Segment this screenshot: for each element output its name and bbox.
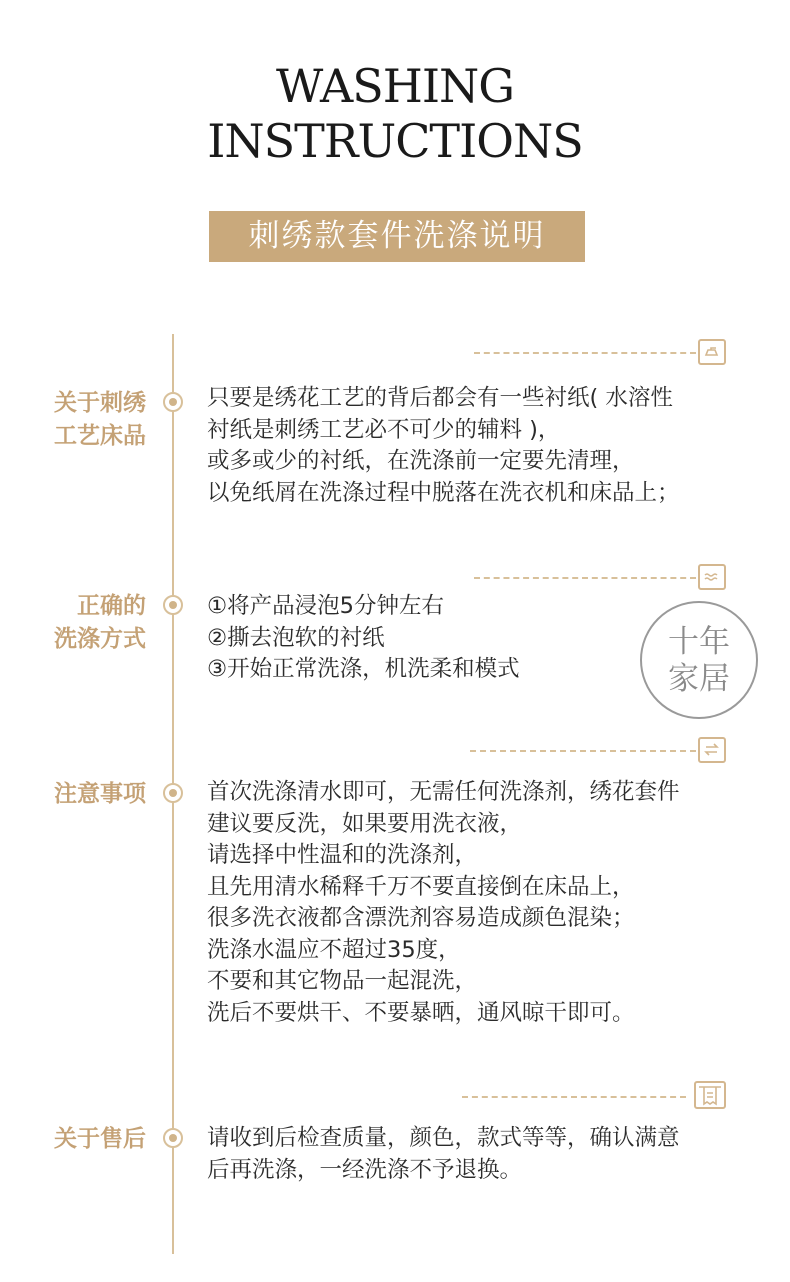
section-2-label-line-1: 正确的 bbox=[77, 593, 146, 619]
text-line: 且先用清水稀释千万不要直接倒在床品上， bbox=[207, 873, 635, 900]
text-line: 或多或少的衬纸，在洗涤前一定要先清理， bbox=[207, 448, 635, 474]
text-line: 只要是绣花工艺的背后都会有一些衬纸( 水溶性 bbox=[207, 385, 673, 411]
section-1-label-line-2: 工艺床品 bbox=[54, 423, 146, 449]
subtitle-banner: 刺绣款套件洗涤说明 bbox=[209, 211, 585, 262]
text-line: ③开始正常洗涤，机洗柔和模式 bbox=[207, 656, 520, 682]
section-2-divider bbox=[474, 577, 696, 579]
text-line: 请选择中性温和的洗涤剂， bbox=[207, 842, 478, 868]
section-4-divider bbox=[462, 1096, 686, 1098]
section-4-label-line-1: 关于售后 bbox=[54, 1126, 146, 1152]
section-1-label bbox=[54, 387, 146, 453]
section-1-divider bbox=[474, 352, 696, 354]
stamp-line-1: 十年 bbox=[668, 624, 730, 660]
text-line: 首次洗涤清水即可，无需任何洗涤剂，绣花套件 bbox=[207, 779, 680, 805]
title-line-1: WASHING bbox=[275, 59, 514, 113]
section-2-label-line-2: 洗涤方式 bbox=[54, 626, 146, 652]
text-line: ②撕去泡软的衬纸 bbox=[207, 624, 385, 651]
brand-stamp bbox=[640, 601, 758, 719]
text-line: 以免纸屑在洗涤过程中脱落在洗衣机和床品上； bbox=[207, 479, 680, 506]
timeline-dot bbox=[163, 595, 183, 615]
text-line: 洗后不要烘干、不要暴晒，通风晾干即可。 bbox=[207, 999, 635, 1026]
stamp-line-2: 家居 bbox=[668, 661, 730, 697]
text-line: 不要和其它物品一起混洗， bbox=[207, 968, 478, 994]
text-line: 建议要反洗，如果要用洗衣液， bbox=[207, 810, 523, 837]
section-3-text bbox=[207, 777, 767, 1029]
section-1-text bbox=[207, 383, 767, 509]
text-line: 后再洗涤，一经洗涤不予退换。 bbox=[207, 1156, 523, 1183]
section-3-divider bbox=[470, 750, 696, 752]
text-line: 很多洗衣液都含漂洗剂容易造成颜色混染； bbox=[207, 905, 635, 931]
section-4-text bbox=[207, 1123, 767, 1186]
iron-icon bbox=[698, 339, 726, 365]
swap-arrows-icon bbox=[698, 737, 726, 763]
timeline-dot bbox=[163, 1128, 183, 1148]
text-line: ①将产品浸泡5分钟左右 bbox=[207, 593, 444, 619]
timeline-dot bbox=[163, 783, 183, 803]
section-2-label bbox=[54, 590, 146, 656]
wash-basin-icon bbox=[698, 564, 726, 590]
section-4-label bbox=[54, 1123, 146, 1156]
section-3-label-line-1: 注意事项 bbox=[54, 781, 146, 807]
section-1-label-line-1: 关于刺绣 bbox=[54, 390, 146, 416]
text-line: 洗涤水温应不超过35度， bbox=[207, 936, 461, 963]
timeline-dot bbox=[163, 392, 183, 412]
receipt-icon bbox=[694, 1081, 726, 1109]
title-line-2: INSTRUCTIONS bbox=[207, 114, 583, 168]
text-line: 请收到后检查质量，颜色，款式等等，确认满意 bbox=[207, 1125, 680, 1151]
section-3-label bbox=[54, 778, 146, 811]
text-line: 衬纸是刺绣工艺必不可少的辅料 )， bbox=[207, 416, 561, 443]
